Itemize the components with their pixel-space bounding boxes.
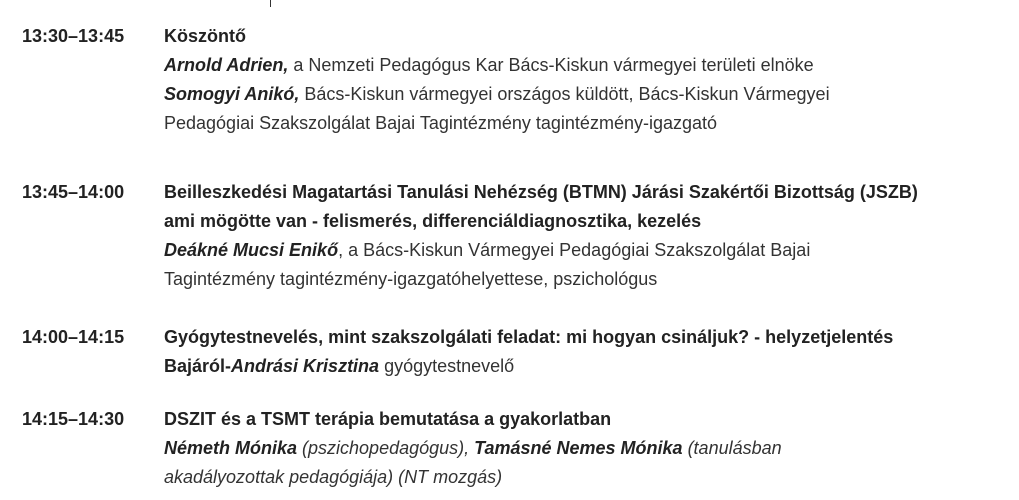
entry-content bbox=[164, 22, 1014, 138]
time-slot: 13:45–14:00 bbox=[22, 182, 125, 202]
time-slot: 14:15–14:30 bbox=[22, 409, 125, 429]
speaker-name: Tamásné Nemes Mónika bbox=[474, 438, 683, 458]
time-slot: 14:00–14:15 bbox=[22, 327, 125, 347]
entry-content bbox=[164, 178, 1014, 294]
entry-title: Gyógytestnevelés, mint szakszolgálati feladat: mi hogyan csináljuk? - helyzetjelentés bbox=[164, 327, 894, 347]
entry-title: DSZIT és a TSMT terápia bemutatása a gyakorlatban bbox=[164, 409, 612, 429]
speaker-name: Andrási Krisztina bbox=[231, 356, 380, 376]
speaker-description: Bács-Kiskun vármegyei országos küldött, Bács-Kiskun Vármegyei bbox=[299, 84, 830, 104]
speaker-description: a Nemzeti Pedagógus Kar Bács-Kiskun vármegyei területi elnöke bbox=[288, 55, 814, 75]
speaker-name: Arnold Adrien, bbox=[164, 55, 289, 75]
speaker-name: Somogyi Anikó, bbox=[164, 84, 300, 104]
speaker-name: Deákné Mucsi Enikő bbox=[164, 240, 339, 260]
entry-content bbox=[164, 405, 1014, 492]
text-cursor bbox=[270, 0, 271, 7]
speaker-description: , a Bács-Kiskun Vármegyei Pedagógiai Szakszolgálat Bajai bbox=[338, 240, 811, 260]
speaker-description: gyógytestnevelő bbox=[379, 356, 515, 376]
speaker-description: Pedagógiai Szakszolgálat Bajai Tagintézmény tagintézmény-igazgató bbox=[164, 113, 718, 133]
entry-title: ami mögötte van - felismerés, differenciáldiagnosztika, kezelés bbox=[164, 211, 702, 231]
speaker-role: (pszichopedagógus), bbox=[297, 438, 475, 458]
speaker-name: Németh Mónika bbox=[164, 438, 298, 458]
speaker-role: akadályozottak pedagógiája) (NT mozgás) bbox=[164, 467, 503, 487]
entry-title: Bajáról- bbox=[164, 356, 232, 376]
entry-title: Beilleszkedési Magatartási Tanulási Nehézség (BTMN) Járási Szakértői Bizottság (JSZB) bbox=[164, 182, 918, 202]
entry-title: Köszöntő bbox=[164, 26, 246, 46]
speaker-role: (tanulásban bbox=[682, 438, 782, 458]
speaker-description: Tagintézmény tagintézmény-igazgatóhelyettese, pszichológus bbox=[164, 269, 658, 289]
entry-content bbox=[164, 323, 1014, 381]
time-slot: 13:30–13:45 bbox=[22, 26, 125, 46]
